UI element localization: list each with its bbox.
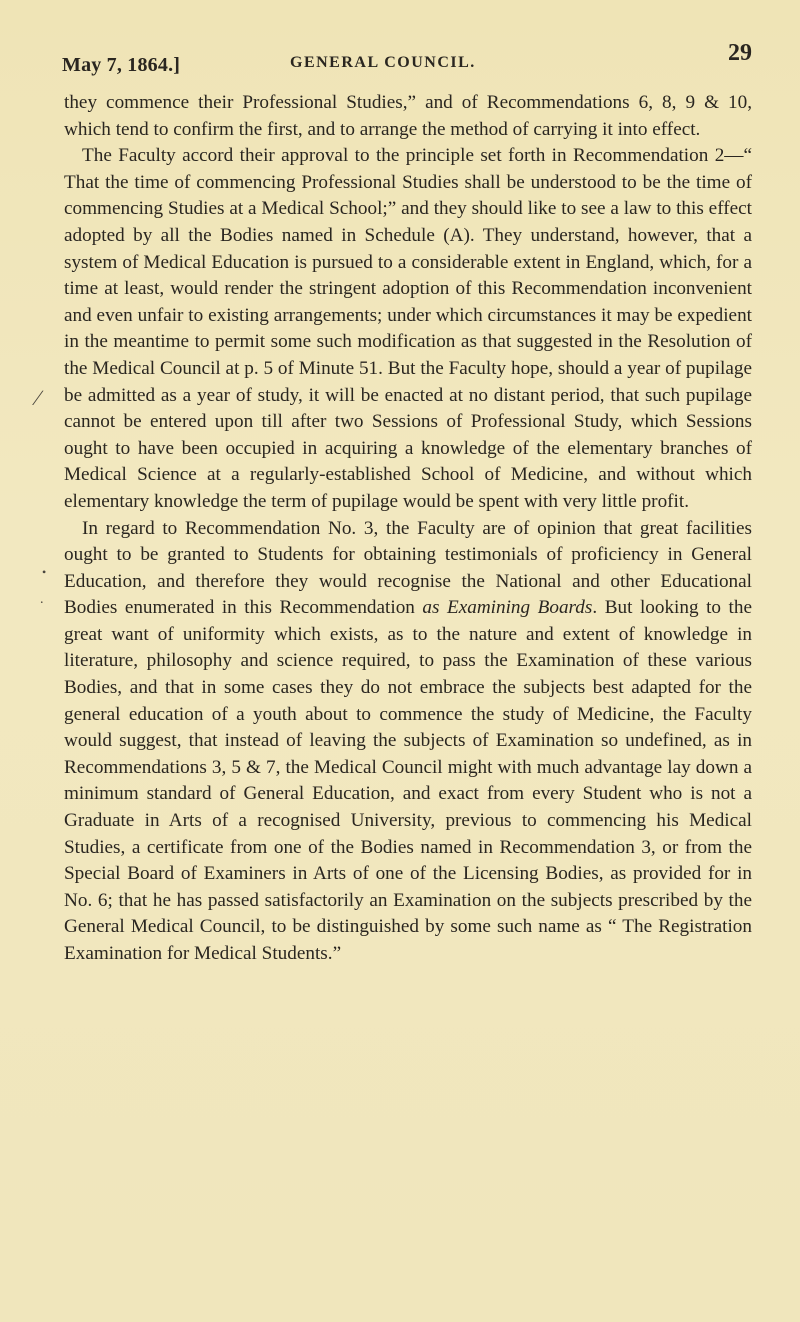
- margin-small-mark: .: [40, 592, 44, 607]
- paragraph-3-part-1: In regard to Recommendation No. 3, the Faculty are of opinion that great facilities ought to be granted to Students for obtaining testimonials of proficiency in General Education, and therefore they would recognise the National and other Educational Bodies enumerated in this Recommendation: [64, 517, 752, 619]
- paragraph-3: [64, 516, 752, 968]
- page-number: 29: [728, 40, 752, 66]
- paragraph-3-italic: as Examining Boards: [422, 597, 593, 619]
- header-title: GENERAL COUNCIL.: [290, 54, 476, 71]
- running-header: [62, 20, 752, 80]
- margin-pencil-mark: ∕: [36, 385, 40, 410]
- paragraph-1: they commence their Professional Studies,” and of Recommendations 6, 8, 9 & 10, which tend to confirm the first, and to arrange the method of carrying it into effect.: [64, 92, 752, 140]
- paragraph-3-part-2: . But looking to the great want of uniformity which exists, as to the nature and extent of knowledge in literature, philosophy and science required, to pass the Examination of these various Bodies, and that in some cases they do not embrace the subjects best adapted for the general education of a youth about to commence the study of Medicine, the Faculty would suggest, that instead of leaving the subjects of Examination so undefined, as in Recommendations 3, 5 & 7, the Medical Council might with much advantage lay down a minimum standard of General Education, and exact from every Student who is not a Graduate in Arts of a recognised University, previous to commencing his Medical Studies, a certificate from one of the Bodies named in Recommendation 3, or from the Special Board of Examiners in Arts of one of the Licensing Bodies, as provided for in No. 6; that he has passed satisfactorily an Examination on the subjects prescribed by the General Medical Council, to be distinguished by some such name as “ The Registration Examination for Medical Students.”: [64, 597, 752, 964]
- header-date: May 7, 1864.]: [62, 54, 181, 76]
- paragraph-2: The Faculty accord their approval to the principle set forth in Recommendation 2—“ That the time of commencing Professional Studies shall be understood to be the time of commencing Studies at a Medical School;” and they should like to see a law to this effect adopted by all the Bodies named in Schedule (A). They understand, however, that a system of Medical Education is pursued to a considerable extent in England, which, for a time at least, would render the stringent adoption of this Recommendation inconvenient and even unfair to existing arrangements; under which circumstances it may be expedient in the meantime to permit some such modification as that suggested in the Resolution of the Medical Council at p. 5 of Minute 51. But the Faculty hope, should a year of pupilage be admitted as a year of study, it will be enacted at no distant period, that such pupilage cannot be entered upon till after two Sessions of Professional Study, which Sessions ought to have been occupied in acquiring a knowledge of the elementary branches of Medical Science at a regularly-established School of Medicine, and without which elementary knowledge the term of pupilage would be spent with very little profit.: [64, 145, 752, 512]
- margin-dot-mark: •: [42, 565, 47, 579]
- body-text: [64, 90, 752, 968]
